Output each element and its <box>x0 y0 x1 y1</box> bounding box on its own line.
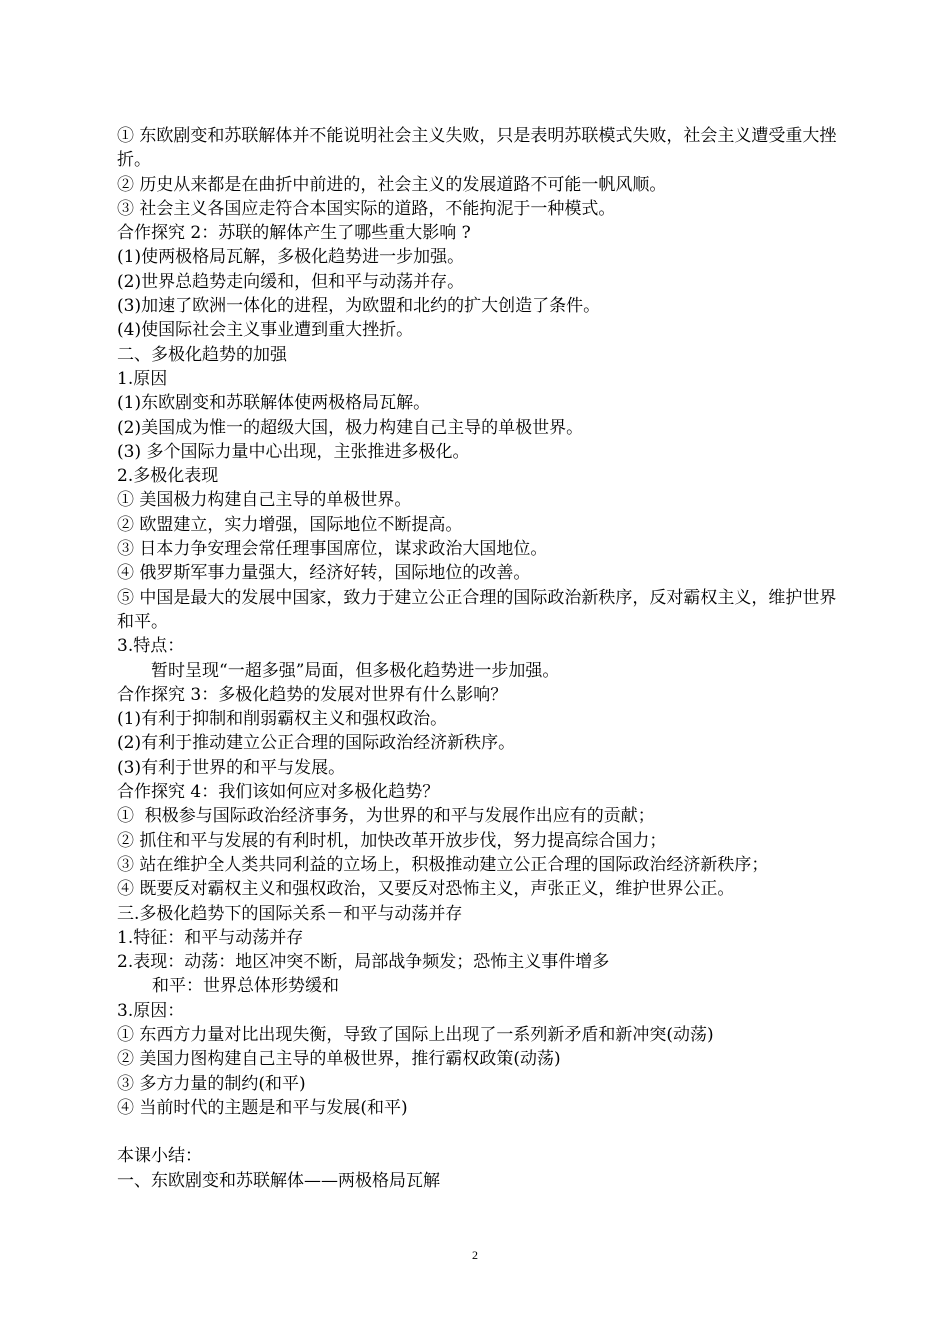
text-line: 2.表现：动荡：地区冲突不断，局部战争频发；恐怖主义事件增多 <box>117 952 610 973</box>
text-line: ③ 社会主义各国应走符合本国实际的道路，不能拘泥于一种模式。 <box>117 198 616 219</box>
text-line: ① 美国极力构建自己主导的单极世界。 <box>117 490 412 511</box>
text-line: 和平：世界总体形势缓和 <box>152 976 339 997</box>
section-heading: 合作探究 3：多极化趋势的发展对世界有什么影响？ <box>117 684 508 705</box>
section-heading: 二、多极化趋势的加强 <box>117 344 287 365</box>
text-line: ② 欧盟建立，实力增强，国际地位不断提高。 <box>117 514 463 535</box>
section-heading: 合作探究 2：苏联的解体产生了哪些重大影响 ? <box>117 223 471 244</box>
text-line: 一、东欧剧变和苏联解体——两极格局瓦解 <box>117 1170 440 1191</box>
text-line: ⑤ 中国是最大的发展中国家，致力于建立公正合理的国际政治新秩序，反对霸权主义，维护世界和平。 <box>117 587 837 632</box>
summary-heading: 本课小结： <box>117 1146 202 1167</box>
document-body <box>117 124 847 1193</box>
section-heading: 合作探究 4：我们该如何应对多极化趋势？ <box>117 782 440 803</box>
subsection-heading: 2.多极化表现 <box>117 466 219 487</box>
text-line: 1.特征：和平与动荡并存 <box>117 927 304 948</box>
text-line: ① 东欧剧变和苏联解体并不能说明社会主义失败，只是表明苏联模式失败，社会主义遭受重大挫折。 <box>117 126 837 171</box>
blank-line <box>117 1120 847 1144</box>
text-line: ③ 日本力争安理会常任理事国席位，谋求政治大国地位。 <box>117 539 548 560</box>
text-line: (3) 多个国际力量中心出现，主张推进多极化。 <box>117 441 470 462</box>
text-line: (2)世界总趋势走向缓和，但和平与动荡并存。 <box>117 271 465 292</box>
subsection-heading: 3.原因： <box>117 1000 185 1021</box>
text-line: (3)加速了欧洲一体化的进程，为欧盟和北约的扩大创造了条件。 <box>117 296 601 317</box>
text-line: ② 历史从来都是在曲折中前进的，社会主义的发展道路不可能一帆风顺。 <box>117 174 667 195</box>
text-line: (1)有利于抑制和削弱霸权主义和强权政治。 <box>117 709 448 730</box>
subsection-heading: 1.原因 <box>117 368 168 389</box>
text-line: ④ 当前时代的主题是和平与发展(和平) <box>117 1097 408 1118</box>
section-heading: 三.多极化趋势下的国际关系－和平与动荡并存 <box>117 903 463 924</box>
subsection-heading: 3.特点： <box>117 636 185 657</box>
text-line: ③ 多方力量的制约(和平) <box>117 1073 306 1094</box>
text-line: (1)使两极格局瓦解，多极化趋势进一步加强。 <box>117 247 465 268</box>
text-line: (1)东欧剧变和苏联解体使两极格局瓦解。 <box>117 393 431 414</box>
text-line: ③ 站在维护全人类共同利益的立场上，积极推动建立公正合理的国际政治经济新秩序； <box>117 854 769 875</box>
text-line: ① 积极参与国际政治经济事务，为世界的和平与发展作出应有的贡献； <box>117 806 655 827</box>
text-line: ② 美国力图构建自己主导的单极世界，推行霸权政策(动荡) <box>117 1049 561 1070</box>
text-line: (4)使国际社会主义事业遭到重大挫折。 <box>117 320 414 341</box>
text-line: ④ 俄罗斯军事力量强大，经济好转，国际地位的改善。 <box>117 563 531 584</box>
text-line: (2)美国成为惟一的超级大国，极力构建自己主导的单极世界。 <box>117 417 584 438</box>
text-line: ① 东西方力量对比出现失衡，导致了国际上出现了一系列新矛盾和新冲突(动荡) <box>117 1024 714 1045</box>
page-number: 2 <box>472 1248 478 1262</box>
text-line: (2)有利于推动建立公正合理的国际政治经济新秩序。 <box>117 733 516 754</box>
text-line: (3)有利于世界的和平与发展。 <box>117 757 346 778</box>
text-line: ④ 既要反对霸权主义和强权政治，又要反对恐怖主义，声张正义，维护世界公正。 <box>117 879 735 900</box>
text-line: ② 抓住和平与发展的有利时机，加快改革开放步伐，努力提高综合国力； <box>117 830 667 851</box>
text-line: 暂时呈现“一超多强”局面，但多极化趋势进一步加强。 <box>151 660 560 681</box>
